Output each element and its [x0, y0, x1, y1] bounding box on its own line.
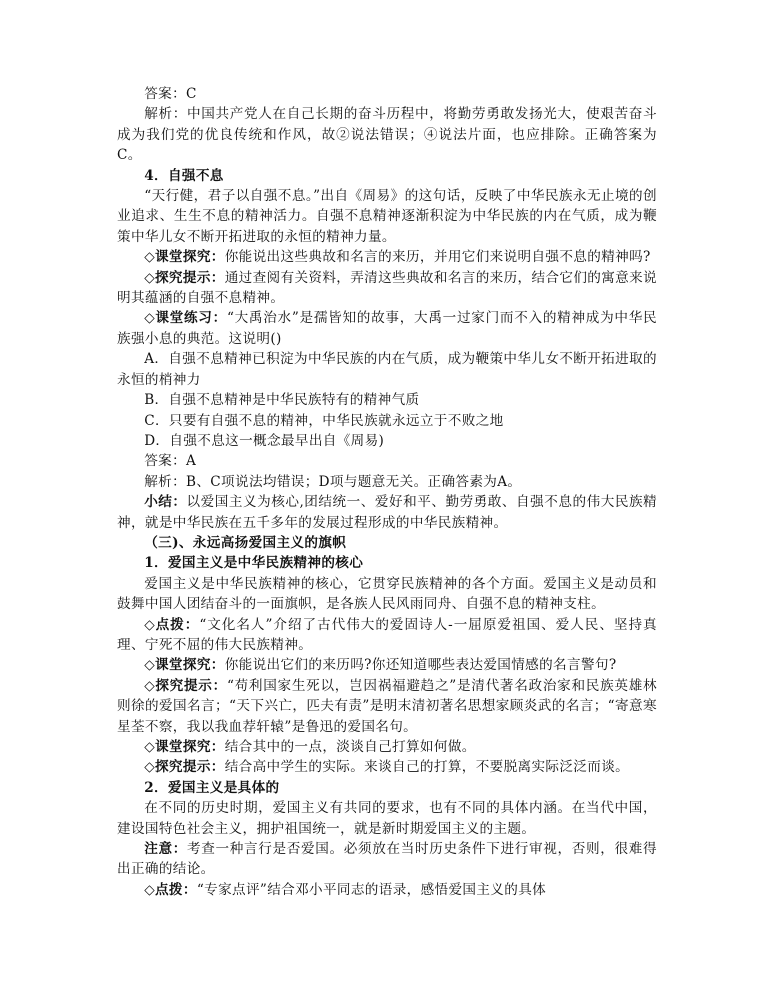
- paragraph-text: 在不同的历史时期，爱国主义有共同的要求，也有不同的具体内涵。在当代中国，建设国特色社会主义，拥护祖国统一，就是新时期爱国主义的主题。: [117, 800, 657, 837]
- paragraph-text: 结合高中学生的实际。来谈自己的打算，不要脱离实际泛泛而谈。: [224, 759, 630, 776]
- paragraph-text: 你能说出这些典故和名言的来历，并用它们来说明自强不息的精神吗?: [224, 249, 651, 266]
- paragraph: [117, 390, 657, 410]
- paragraph: [117, 615, 657, 656]
- paragraph-lead-label: ◇点拨：: [144, 881, 197, 898]
- paragraph: [117, 186, 657, 247]
- paragraph-text: A．自强不息精神已积淀为中华民族的内在气质，成为鞭策中华儿女不断开拓进取的永恒的梢神力: [117, 351, 657, 388]
- paragraph: [117, 268, 657, 309]
- section-heading: [117, 778, 657, 798]
- paragraph: [117, 84, 657, 104]
- paragraph-text: 答案：C: [144, 86, 197, 102]
- paragraph: [117, 308, 657, 349]
- paragraph-text: 结合其中的一点，淡谈自己打算如何做。: [224, 739, 476, 755]
- paragraph-text: 2．爱国主义是具体的: [144, 779, 280, 796]
- paragraph-text: “专家点评”结合邓小平同志的语录，感悟爱国主义的具体: [196, 881, 547, 898]
- paragraph-text: 爱国主义是中华民族精神的核心，它贯穿民族精神的各个方面。爱国主义是动员和鼓舞中国人团结奋斗的一面旗帜，是各族人民风雨同舟、自强不息的精神支柱。: [117, 575, 657, 613]
- paragraph-lead-label: ◇点拨：: [144, 616, 200, 633]
- paragraph-text: 答案：A: [144, 453, 197, 470]
- paragraph: [117, 737, 657, 757]
- paragraph-text: “文化名人”介绍了古代伟大的爱固诗人-一屈原爱祖国、爱人民、坚持真理、宁死不屈的伟大民族精神。: [117, 616, 657, 653]
- paragraph-lead-label: ◇探究提示：: [144, 759, 225, 776]
- paragraph-text: “天行健，君子以自强不息。”出自《周易》的这句话，反映了中华民族永无止境的创业追求、生生不息的精神活力。自强不息精神逐渐积淀为中华民族的内在气质，成为鞭策中华儿女不断开拓进取的永恒的精神力量。: [117, 188, 657, 245]
- paragraph-text: “大禹治水”是孺皆知的故事，大禹一过家门而不入的精神成为中华民族强小息的典范。这说明(): [117, 310, 657, 347]
- paragraph-text: （三)、永远高扬爱国主义的旗帜: [144, 534, 347, 551]
- paragraph: [117, 757, 657, 777]
- paragraph-text: C．只要有自强不息的精神，中华民族就永远立于不败之地: [144, 412, 504, 429]
- paragraph: [117, 349, 657, 390]
- paragraph: [117, 411, 657, 431]
- paragraph: [117, 247, 657, 267]
- paragraph: [117, 451, 657, 471]
- section-heading: [117, 553, 657, 573]
- paragraph-text: 通过查阅有关资料，弄清这些典故和名言的来历，结合它们的寓意来说明其蕴涵的自强不息精神。: [117, 269, 657, 307]
- paragraph-lead-label: ◇课堂探究：: [144, 739, 225, 755]
- paragraph-lead-label: ◇课堂探究：: [144, 249, 225, 266]
- paragraph-lead-label: ◇课堂探究：: [144, 657, 225, 674]
- paragraph: [117, 492, 657, 533]
- paragraph-text: 4．自强不息: [144, 167, 224, 184]
- paragraph: [117, 574, 657, 615]
- document-page: [117, 84, 657, 900]
- paragraph: [117, 104, 657, 165]
- paragraph: [117, 839, 657, 880]
- paragraph-text: 1．爱国主义是中华民族精神的核心: [144, 555, 364, 572]
- paragraph-lead-label: 小结：: [144, 494, 187, 511]
- paragraph: [117, 798, 657, 839]
- paragraph-lead-label: 注意：: [144, 841, 187, 858]
- paragraph-lead-label: ◇探究提示：: [144, 269, 225, 286]
- paragraph-lead-label: ◇课堂练习：: [144, 310, 227, 327]
- paragraph-text: D．自强不息这一概念最早出自《周易): [144, 432, 385, 449]
- paragraph-lead-label: ◇探究提示：: [144, 677, 227, 694]
- paragraph-text: 考查一种言行是否爱国。必须放在当时历史条件下进行审视，否则，很难得出正确的结论。: [117, 841, 657, 878]
- paragraph: [117, 676, 657, 737]
- paragraph-text: 解析：B、C项说法均错误；D项与题意无关。正确答素为A。: [144, 473, 522, 490]
- paragraph: [117, 472, 657, 492]
- paragraph-text: 你能说出它们的来历吗?你还知道哪些表达爱国情感的名言警句?: [224, 657, 617, 674]
- section-heading: [117, 533, 657, 553]
- paragraph-text: 解析：中国共产党人在自己长期的奋斗历程中，将勤劳勇敢发扬光大，使艰苦奋斗成为我们党的优良传统和作风，故②说法错误；④说法片面，也应排除。正确答案为C。: [117, 106, 657, 164]
- paragraph: [117, 655, 657, 675]
- paragraph-text: “苟利国家生死以，岂因祸福避趋之”是清代著名政治家和民族英雄林则徐的爱国名言；“天下兴亡，匹夫有责”是明末清初著名思想家顾炎武的名言；“寄意寒星荃不察，我以我血荐轩辕”是鲁迅的爱国名句。: [117, 677, 657, 735]
- paragraph-text: 以爱国主义为核心,团结统一、爱好和平、勤劳勇敢、自强不息的伟大民族精神，就是中华民族在五千多年的发展过程形成的中华民族精神。: [117, 494, 658, 531]
- paragraph-text: B．自强不息精神是中华民族特有的精神气质: [144, 392, 420, 409]
- section-heading: [117, 166, 657, 186]
- paragraph: [117, 880, 657, 900]
- paragraph: [117, 431, 657, 451]
